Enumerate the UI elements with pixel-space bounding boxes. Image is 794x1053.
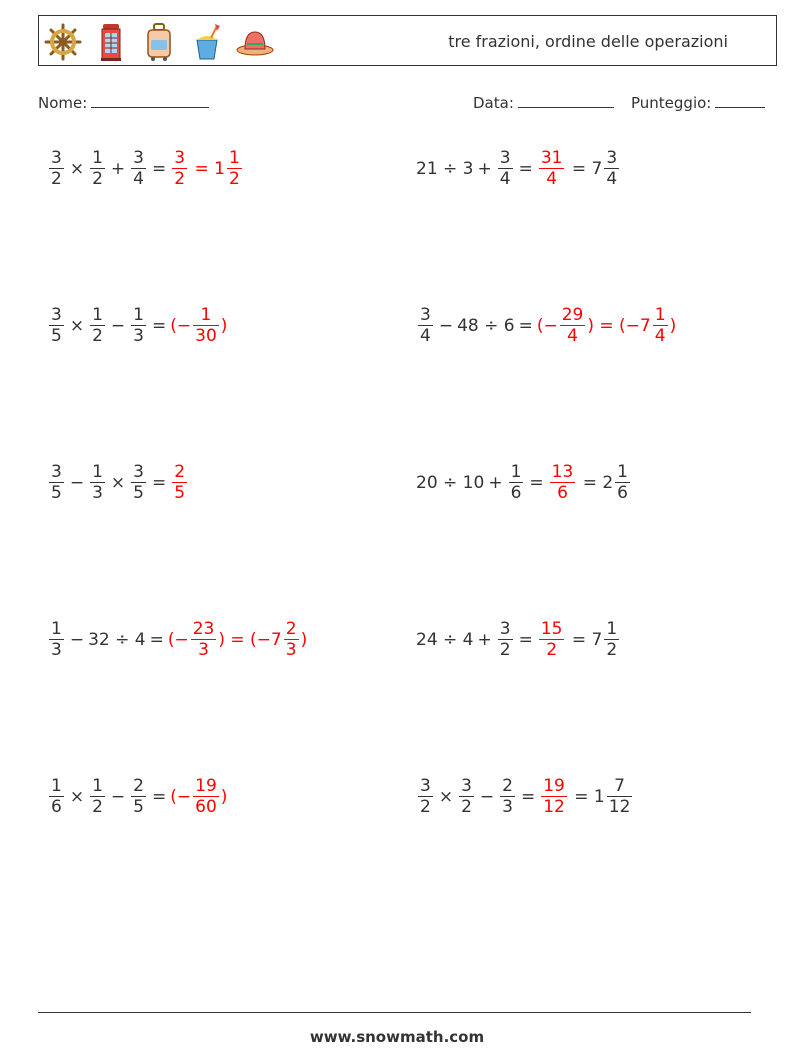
- denominator: 5: [51, 326, 62, 346]
- fraction: [90, 148, 105, 189]
- operator: ×: [69, 158, 85, 179]
- denominator: 12: [608, 797, 631, 817]
- denominator: 6: [510, 483, 522, 503]
- score-blank[interactable]: [715, 93, 765, 108]
- denominator: 3: [198, 640, 209, 660]
- expression-text: (−: [167, 629, 189, 650]
- date-blank[interactable]: [518, 93, 614, 108]
- answer: [170, 462, 189, 503]
- numerator: 19: [195, 776, 217, 796]
- numerator: 3: [461, 776, 472, 796]
- numerator: 2: [502, 776, 513, 796]
- numerator: 1: [133, 305, 144, 325]
- numerator: 2: [133, 776, 144, 796]
- denominator: 12: [543, 797, 565, 817]
- denominator: 5: [133, 797, 144, 817]
- operator: −: [479, 786, 495, 807]
- numerator: 3: [133, 148, 144, 168]
- fraction: [49, 776, 64, 817]
- operator: −: [110, 786, 126, 807]
- numerator: 3: [51, 305, 62, 325]
- answer: [170, 148, 244, 189]
- expression-text: ): [220, 786, 228, 807]
- phone-booth-icon: [91, 22, 131, 62]
- expression-text: (−: [170, 315, 192, 336]
- expression-text: 21 ÷ 3: [416, 158, 474, 179]
- denominator: 4: [499, 169, 511, 189]
- numerator: 3: [606, 148, 618, 168]
- denominator: 2: [92, 169, 103, 189]
- operator: −: [69, 629, 85, 650]
- denominator: 5: [51, 483, 62, 503]
- name-blank[interactable]: [91, 93, 209, 108]
- fraction: [191, 619, 217, 660]
- fraction: [131, 305, 146, 346]
- fraction: [560, 305, 586, 346]
- fraction: [227, 148, 242, 189]
- denominator: 2: [546, 640, 558, 660]
- denominator: 3: [502, 797, 513, 817]
- expression-text: = 2: [577, 472, 614, 493]
- fraction: [615, 462, 630, 503]
- denominator: 5: [174, 483, 186, 503]
- numerator: 1: [51, 776, 62, 796]
- numerator: 3: [499, 619, 511, 639]
- fraction: [49, 619, 64, 660]
- sand-bucket-icon: [187, 22, 227, 62]
- denominator: 3: [92, 483, 103, 503]
- operator: −: [69, 472, 85, 493]
- fraction: [49, 148, 64, 189]
- operator: =: [518, 629, 533, 650]
- expression-text: 48 ÷ 6: [457, 315, 515, 336]
- numerator: 3: [420, 305, 431, 325]
- numerator: 3: [420, 776, 431, 796]
- operator: +: [488, 472, 503, 493]
- problem-p9: [47, 776, 227, 817]
- numerator: 7: [614, 776, 625, 796]
- expression-text: = 7: [566, 158, 603, 179]
- numerator: 29: [561, 305, 584, 325]
- operator: ×: [69, 315, 85, 336]
- fraction: [131, 148, 146, 189]
- operator: +: [110, 158, 126, 179]
- numerator: 19: [543, 776, 565, 796]
- fraction: [90, 305, 105, 346]
- name-label: Nome:: [38, 94, 88, 112]
- operator: −: [110, 315, 126, 336]
- denominator: 2: [92, 326, 103, 346]
- operator: =: [520, 786, 536, 807]
- expression-text: = 7: [566, 629, 603, 650]
- numerator: 1: [51, 619, 62, 639]
- denominator: 6: [617, 483, 628, 503]
- expression-text: = 1: [568, 786, 605, 807]
- fraction: [172, 462, 187, 503]
- denominator: 60: [195, 797, 217, 817]
- operator: =: [518, 315, 533, 336]
- operator: ×: [438, 786, 454, 807]
- numerator: 3: [499, 148, 511, 168]
- answer: [537, 148, 567, 189]
- date-label: Data:: [473, 94, 514, 112]
- fraction: [90, 776, 105, 817]
- numerator: 3: [133, 462, 144, 482]
- denominator: 4: [606, 169, 618, 189]
- numerator: 1: [510, 462, 522, 482]
- fraction: [604, 619, 619, 660]
- operator: =: [151, 315, 167, 336]
- problem-p10: [416, 776, 634, 817]
- numerator: 1: [617, 462, 628, 482]
- fraction: [418, 776, 433, 817]
- numerator: 2: [174, 462, 186, 482]
- denominator: 2: [461, 797, 472, 817]
- operator: ×: [69, 786, 85, 807]
- denominator: 2: [499, 640, 511, 660]
- denominator: 3: [51, 640, 62, 660]
- answer: [537, 619, 567, 660]
- answer: [539, 776, 569, 817]
- fraction: [539, 619, 565, 660]
- denominator: 6: [51, 797, 62, 817]
- worksheet-title: tre frazioni, ordine delle operazioni: [448, 32, 728, 51]
- expression-text: (−: [536, 315, 558, 336]
- operator: =: [149, 629, 164, 650]
- answer: [170, 305, 227, 346]
- denominator: 4: [546, 169, 558, 189]
- numerator: 1: [92, 305, 103, 325]
- fraction: [131, 462, 146, 503]
- date-field: [473, 93, 614, 112]
- problem-p8: [416, 619, 621, 660]
- suitcase-icon: [139, 22, 179, 62]
- operator: =: [151, 472, 167, 493]
- numerator: 23: [192, 619, 215, 639]
- problem-p1: [47, 148, 244, 189]
- numerator: 1: [228, 148, 240, 168]
- problem-p7: [47, 619, 307, 660]
- fraction: [459, 776, 474, 817]
- score-field: [631, 93, 765, 112]
- fraction: [541, 776, 567, 817]
- answer: [537, 305, 676, 346]
- operator: ×: [110, 472, 126, 493]
- fraction: [193, 305, 219, 346]
- fraction: [49, 305, 64, 346]
- operator: +: [477, 158, 492, 179]
- numerator: 13: [551, 462, 574, 482]
- fraction: [550, 462, 576, 503]
- denominator: 5: [133, 483, 144, 503]
- fraction: [90, 462, 105, 503]
- problem-p5: [47, 462, 189, 503]
- denominator: 4: [567, 326, 578, 346]
- expression-text: 24 ÷ 4: [416, 629, 474, 650]
- fraction: [49, 462, 64, 503]
- numerator: 1: [200, 305, 212, 325]
- denominator: 30: [195, 326, 217, 346]
- fraction: [604, 148, 619, 189]
- denominator: 2: [174, 169, 186, 189]
- operator: =: [151, 158, 167, 179]
- fraction: [607, 776, 633, 817]
- fraction: [509, 462, 524, 503]
- denominator: 2: [51, 169, 62, 189]
- name-field: [38, 93, 209, 112]
- numerator: 3: [51, 462, 62, 482]
- operator: +: [477, 629, 492, 650]
- denominator: 2: [420, 797, 431, 817]
- fraction: [418, 305, 433, 346]
- operator: =: [151, 786, 167, 807]
- operator: −: [438, 315, 454, 336]
- numerator: 31: [540, 148, 563, 168]
- numerator: 1: [92, 462, 103, 482]
- numerator: 2: [285, 619, 297, 639]
- denominator: 3: [133, 326, 144, 346]
- operator: =: [529, 472, 544, 493]
- answer: [168, 619, 307, 660]
- sombrero-icon: [235, 22, 275, 62]
- expression-text: ): [300, 629, 308, 650]
- problem-p2: [416, 148, 621, 189]
- expression-text: ): [669, 315, 677, 336]
- header-icons: [43, 22, 275, 62]
- denominator: 4: [420, 326, 431, 346]
- denominator: 2: [92, 797, 103, 817]
- answer: [170, 776, 227, 817]
- expression-text: ) = (−7: [587, 315, 651, 336]
- ship-wheel-icon: [43, 22, 83, 62]
- expression-text: ) = (−7: [218, 629, 282, 650]
- fraction: [539, 148, 565, 189]
- fraction: [498, 148, 513, 189]
- expression-text: ): [220, 315, 228, 336]
- expression-text: 32 ÷ 4: [88, 629, 146, 650]
- numerator: 15: [540, 619, 563, 639]
- fraction: [653, 305, 668, 346]
- numerator: 3: [51, 148, 62, 168]
- expression-text: = 1: [189, 158, 225, 179]
- denominator: 4: [133, 169, 144, 189]
- expression-text: (−: [170, 786, 192, 807]
- fraction: [172, 148, 187, 189]
- footer-url: www.snowmath.com: [309, 1028, 485, 1046]
- problem-p3: [47, 305, 227, 346]
- denominator: 2: [228, 169, 240, 189]
- denominator: 3: [285, 640, 297, 660]
- numerator: 3: [174, 148, 186, 168]
- denominator: 4: [654, 326, 666, 346]
- fraction: [284, 619, 299, 660]
- header-box: [38, 15, 777, 66]
- numerator: 1: [92, 148, 103, 168]
- score-label: Punteggio:: [631, 94, 712, 112]
- denominator: 6: [557, 483, 568, 503]
- fraction: [498, 619, 513, 660]
- fraction: [131, 776, 146, 817]
- expression-text: 20 ÷ 10: [416, 472, 485, 493]
- numerator: 1: [654, 305, 666, 325]
- problem-p6: [416, 462, 632, 503]
- numerator: 1: [92, 776, 103, 796]
- footer-divider: [38, 1012, 751, 1013]
- fraction: [500, 776, 515, 817]
- numerator: 1: [606, 619, 618, 639]
- fraction: [193, 776, 219, 817]
- answer: [548, 462, 578, 503]
- operator: =: [518, 158, 533, 179]
- denominator: 2: [606, 640, 618, 660]
- problem-p4: [416, 305, 676, 346]
